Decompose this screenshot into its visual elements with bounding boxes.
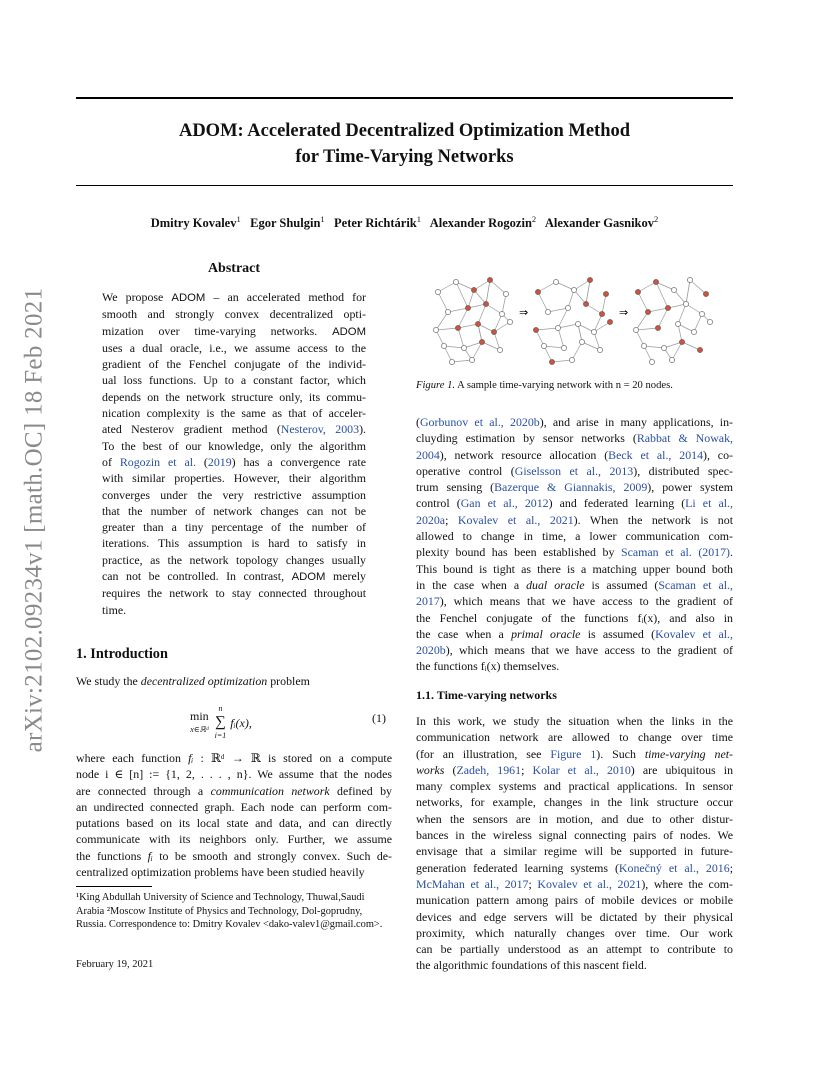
network-edge [656,282,668,308]
intro-body [76,750,392,880]
author-affiliation: 1 [236,214,241,224]
network-node [483,301,488,306]
abstract-line: converges under the very restrictive assumption [102,487,366,502]
paragraph-line: works (Zadeh, 1961; Kolar et al., 2010) are ubiquitous in [416,762,734,777]
author: Dmitry Kovalev [150,216,237,231]
paragraph-line: when the sensors are in motion, and due to other distur- [416,811,733,826]
network-node [461,345,466,350]
network-edge [444,346,464,348]
abstract-line: depends on the network structure only, its commu- [102,389,366,404]
network-node [633,327,638,332]
section-heading-introduction: 1. Introduction [76,646,168,662]
network-edge [644,346,664,348]
network-node [675,321,680,326]
network-edge [658,308,668,328]
equation-sum [212,702,230,743]
arrow-icon: ⇒ [619,306,629,319]
equation-min [190,702,212,743]
paragraph-line: networks, for example, changes in the link structure occur [416,795,733,810]
network-edge [558,308,568,328]
network-edge [502,294,506,314]
paragraph-line: (Gorbunov et al., 2020b), and arise in many applications, in- [416,415,733,429]
paragraph-line: (for an illustration, see Figure 1). Such time-varying net- [416,746,733,761]
network-node [583,301,588,306]
paragraph-line: the Fenchel conjugate of the functions fᵢ(x), and also in [416,610,733,625]
network-edge [538,282,556,292]
network-edge [638,292,648,312]
network-node [433,327,438,332]
paragraph-line: in the case when a dual oracle is assumed (Scaman et al., [416,577,733,592]
network-node [565,305,570,310]
intro-text: problem [267,674,310,688]
network-node [441,343,446,348]
intro-line: putations based on its local state and data, and can directly [76,816,392,831]
paragraph-line: trum sensing (Bazerque & Giannakis, 2009), power system [416,480,733,495]
footnote-line: ¹King Abdullah University of Science and Technology, Thuwal, [76,892,341,903]
network-edge [486,280,490,304]
network-edge [682,342,700,350]
network-node [645,309,650,314]
network-node [691,329,696,334]
paragraph-line: proximity, which naturally changes over time. Our work [416,925,733,940]
network-node [469,357,474,362]
paragraph-line: communication network are allowed to change over time [416,730,733,745]
network-edge [638,282,656,292]
paragraph-line: 2017), which means that we have access to the gradient of [416,594,733,609]
author-affiliation: 2 [654,214,659,224]
network-node [487,277,492,282]
network-node [707,319,712,324]
author: Peter Richtárik [334,216,417,231]
equation-number: (1) [372,711,386,725]
network-edge [558,324,578,328]
network-node [607,319,612,324]
title-line-1: ADOM: Accelerated Decentralized Optimization Method [178,121,631,141]
intro-lead [76,673,392,689]
network-edge [478,304,486,324]
author-affiliation: 1 [416,214,422,224]
network-node [649,359,654,364]
paper-title [76,118,733,170]
network-node [579,339,584,344]
intro-line: centralized optimization problems have been studied heavily [76,865,365,880]
paragraph-line: the functions fᵢ(x) themselves. [416,659,560,674]
subsection-heading: 1.1. Time-varying networks [416,688,557,702]
abstract-line: greater than a tiny percentage of the number of [102,520,366,535]
abstract-line: of Rogozin et al. (2019) has a convergence rate [102,454,367,469]
equation-1 [190,702,253,743]
abstract-line: that the number of network changes can not be [102,503,366,518]
paragraph-line: This bound is tight as there is a matching upper bound both [416,561,733,576]
network-edge [456,282,474,290]
network-edge [690,280,706,294]
intro-text: We study the [76,674,141,688]
footnote-line: goprudny, Russia. Correspondence to: Dmitry Kovalev <dako- [76,905,363,930]
paragraph-line: 2020b), which means that we have access to the gradient of [416,643,733,658]
network-node [597,347,602,352]
abstract-line: We propose ADOM – an accelerated method for [102,290,366,304]
network-edge [582,342,600,350]
footnote [76,891,392,932]
paragraph-line: the algorithmic foundations of this nascent field. [416,958,647,973]
right-paragraph-2 [416,713,733,974]
network-graph [533,277,612,364]
intro-line: where each function fᵢ : ℝᵈ → ℝ is stored on a compute [76,751,393,765]
paragraph-line: can be partially understood as an attempt to contribute to [416,942,733,957]
paragraph-line: munication pattern among pairs of mobile devices or mobile [416,893,733,908]
network-edge [694,314,702,332]
abstract-line: ual loss functions. Up to a constant factor, which [102,373,366,388]
intro-line: communicate with its neighbors only. Further, we assume [76,832,392,847]
abstract-line: gradient of the Fenchel conjugate of the individ- [102,357,366,372]
network-node [471,287,476,292]
author-affiliation: 2 [531,214,537,224]
network-node [503,291,508,296]
author: Alexander Gasnikov [544,216,655,231]
network-graph [633,277,712,364]
abstract-line: can not be controlled. In contrast, ADOM merely [102,569,366,584]
network-node [555,325,560,330]
network-node [653,279,658,284]
abstract-line: time. [102,602,127,617]
network-node [499,311,504,316]
network-node [541,343,546,348]
network-node [497,347,502,352]
network-node [465,305,470,310]
network-node [445,309,450,314]
network-edge [552,360,572,362]
network-edge [458,324,478,328]
date-footer: February 19, 2021 [76,959,154,970]
network-edge [572,342,582,360]
title-line-2: for Time-Varying Networks [295,147,514,167]
network-edge [448,308,468,312]
abstract-line: practice, as the network topology changes usually [102,552,366,567]
paragraph-line: many complex systems and practical applications. In sensor [416,779,733,794]
equation-body: fᵢ(x), [230,715,252,730]
network-edge [602,294,606,314]
abstract-line: uses a dual oracle, i.e., we assume access to the [102,340,366,355]
paragraph-line: plexity bound has been established by Scaman et al. (2017). [416,545,733,560]
network-edge [548,308,568,312]
network-node [635,289,640,294]
intro-line: are connected through a communication network defined by [76,783,392,798]
author: Egor Shulgin [250,216,321,231]
network-node [561,345,566,350]
network-edge [490,280,506,294]
network-edge [438,292,448,312]
network-node [655,325,660,330]
network-node [603,291,608,296]
figure-caption-text: A sample time-varying network with n = 20 nodes. [455,380,673,391]
paragraph-line: devices and edge servers will be dictated by their physical [416,909,733,924]
network-edge [544,346,564,348]
arxiv-stamp: arXiv:2102.09234v1 [math.OC] 18 Feb 2021 [20,287,48,753]
network-edge [558,328,564,348]
paragraph-line: generation federated learning systems (Konečný et al., 2016; [416,860,733,875]
network-edge [538,292,548,312]
network-edge [482,342,500,350]
abstract-line: ated Nesterov gradient method (Nesterov, 2003). [102,422,366,437]
abstract-line: To the best of our knowledge, only the algorithm [102,438,366,453]
network-figure [428,270,728,365]
network-node [549,359,554,364]
abstract-line: nication complexity is the same as that of acceler- [102,406,366,421]
paragraph-line: cluyding estimation by sensor networks (Rabbat & Nowak, [416,431,733,446]
network-edge [436,312,448,330]
network-edge [536,328,558,330]
author-list [76,214,733,231]
title-rule-bottom [76,185,733,186]
intro-emphasis: decentralized optimization [140,674,268,688]
network-edge [452,360,472,362]
equation-sum-top: n [218,704,223,713]
right-paragraph-1 [416,414,733,675]
abstract-heading: Abstract [207,261,261,276]
network-node [699,311,704,316]
author: Alexander Rogozin [429,216,532,231]
network-node [507,319,512,324]
network-node [599,311,604,316]
title-rule-top [76,97,733,99]
paragraph-line: operative control (Giselsson et al., 2013), distributed spec- [416,463,733,478]
intro-line: node i ∈ [n] := {1, 2, . . . , n}. We assume that the nodes [76,767,392,782]
paragraph-line: envisage that a similar regime will be supported in future- [416,844,733,859]
paragraph-line: bances in the wireless signal connecting pairs of nodes. We [416,828,733,843]
network-node [665,305,670,310]
network-node [535,289,540,294]
paragraph-line: control (Gan et al., 2012) and federated learning (Li et al., [416,496,733,511]
footnote-rule [76,886,152,887]
paragraph-line: McMahan et al., 2017; Kovalev et al., 2021), where the com- [416,876,733,891]
network-edge [556,282,574,290]
abstract-line: iterations. This assumption is hard to satisfy in [102,536,366,551]
abstract-body [102,289,366,618]
network-node [671,287,676,292]
network-node [679,339,684,344]
footnote-line: Saudi Arabia ²Moscow Institute of Physics and Technology, Dol- [76,892,365,917]
equation-min-sub: x∈ℝᵈ [190,724,209,734]
network-node [453,279,458,284]
network-edge [586,280,590,304]
network-edge [648,308,668,312]
network-node [669,357,674,362]
arrow-icon: ⇒ [519,306,529,319]
network-edge [636,328,658,330]
network-node [491,329,496,334]
paragraph-line: 2004), network resource allocation (Beck et al., 2014), co- [416,447,733,462]
network-node [641,343,646,348]
equation-table [190,702,253,743]
equation-sum-bottom: i=1 [214,731,227,740]
paragraph-line: allowed to change in time, a lower communication com- [416,529,733,544]
network-edge [458,328,464,348]
author-affiliation: 1 [320,214,325,224]
network-node [475,321,480,326]
paragraph-line: the case when a primal oracle is assumed (Kovalev et al., [416,626,733,641]
intro-line: the functions fᵢ to be smooth and strongly convex. Such de- [76,848,392,863]
network-edge [458,308,468,328]
abstract-line: with similar properties. However, their algorithm [102,471,366,486]
network-node [455,325,460,330]
intro-line: an undirected connected graph. Each node can perform com- [76,799,392,814]
network-graph [433,277,512,364]
network-node [687,277,692,282]
abstract-line: requires the network to stay connected throughout [102,586,366,601]
network-node [479,339,484,344]
equation-min-op: min [190,708,209,723]
network-node [703,291,708,296]
abstract-line: mization over time-varying networks. ADOM [102,323,366,338]
network-node [449,359,454,364]
network-node [575,321,580,326]
network-edge [438,282,456,292]
network-node [435,289,440,294]
network-edge [456,282,468,308]
network-node [697,347,702,352]
sum-symbol: ∑ [215,714,226,730]
abstract-line: smooth and strongly convex decentralized opti- [102,307,366,322]
paragraph-line: In this work, we study the situation when the links in the [416,714,733,728]
network-node [591,329,596,334]
network-edge [678,304,686,324]
paragraph-line: 2020a; Kovalev et al., 2021). When the network is not [416,512,734,527]
network-node [545,309,550,314]
figure-caption-label: Figure 1. [416,380,456,391]
network-edge [686,280,690,304]
network-node [683,301,688,306]
footnote-line: valev1@gmail.com>. [292,919,383,930]
network-edge [436,328,458,330]
network-node [553,279,558,284]
network-node [661,345,666,350]
network-node [587,277,592,282]
network-edge [636,312,648,330]
network-node [533,327,538,332]
network-edge [656,282,674,290]
figure-caption [416,380,673,391]
network-node [571,287,576,292]
network-node [569,357,574,362]
